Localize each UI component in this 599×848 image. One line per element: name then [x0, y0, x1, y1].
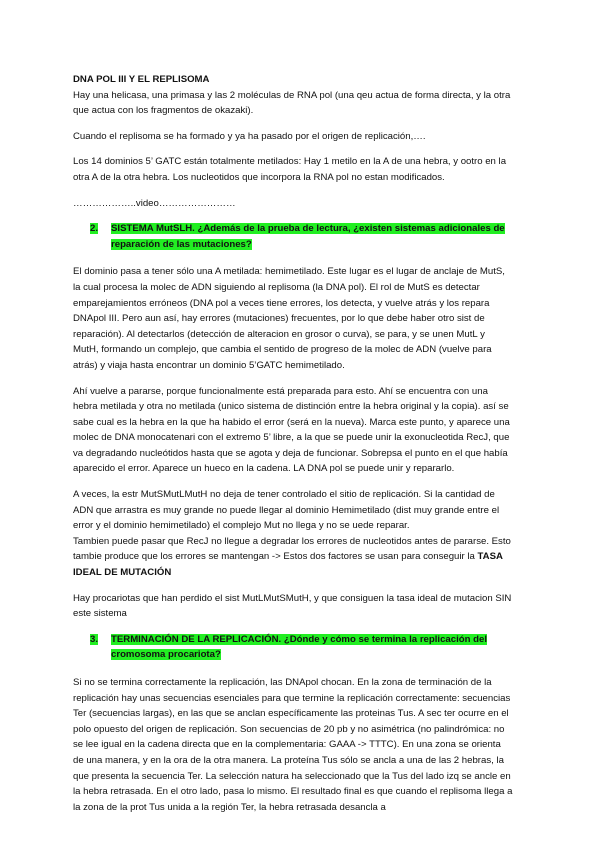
- section-3-heading: [73, 632, 513, 663]
- paragraph-recj: Ahí vuelve a pararse, porque funcionalmente está preparada para esto. Ahí se encuentra con una hebra metilada y otra no metilada (unico sistema de distinción entre la hebra original y la copia). así se sabe cual es la hebra en la que ha habido el error (será en la nueva). Marca este punto, y aparece una molec de DNA monocatenari con el extremo 5’ libre, a la que se puede unir la exonucleotida RecJ, que va degradando nucleótidos hasta que se agota y deja de funcionar. Sobrepsa el punto en el que había aparecido el error. Aparece un hueco en la cadena. LA DNA pol se puede unir y repararlo.: [73, 385, 510, 475]
- paragraph-mut-complejo: A veces, la estr MutSMutLMutH no deja de tener controlado el sitio de replicación. Si la cantidad de ADN que arrastra es muy grande no puede llegar al dominio Hemimetilado (dist muy grande entre el error y el dominio hemimetilado) el complejo Mut no llega y no se uede reparar.: [73, 489, 500, 532]
- paragraph-terminacion: Si no se termina correctamente la replicación, las DNApol chocan. En la zona de terminación de la replicación hay unas secuencias esenciales para que termine la replicación correctamente: secuencias Ter (secuencias largas), en las que se anclan específicamente las proteinas Tus. A sec ter ocurre en el polo opuesto del origen de replicación. Son secuencias de 20 pb y no asimétrica (no palindrómica: no se lee igual en la cadena directa que en la complementaria: GAAA -> TTTC). En una zona se orienta de una manera, y en la ora de la otra manera. La proteína Tus sólo se ancla a una de las 2 hebras, la que presenta la secuencia Ter. La selección natura ha seleccionado que la Tus del lado izq se ancle en la hebra retrasada. En el otro lado, pasa lo mismo. El resultado final es que cuando el replisoma llega a la zona de la prot Tus unida a la región Ter, la hebra retrasada desancla a: [73, 677, 513, 813]
- paragraph-helicasa: Hay una helicasa, una primasa y las 2 moléculas de RNA pol (una qeu actua de forma directa, y la otra que actua con los fragmentos de okazaki).: [73, 89, 511, 117]
- paragraph-replisoma-formado: Cuando el replisoma se ha formado y ya ha pasado por el origen de replicación,….: [73, 130, 426, 142]
- section-title: DNA POL III Y EL REPLISOMA: [73, 74, 210, 85]
- section-2-heading-text: SISTEMA MutSLH. ¿Además de la prueba de lectura, ¿existen sistemas adicionales de reparación de las mutaciones?: [111, 223, 505, 250]
- paragraph-mutsh-hemimetilado: El dominio pasa a tener sólo una A metilada: hemimetilado. Este lugar es el lugar de anclaje de MutS, la cual procesa la molec de ADN siguiendo al replisoma (la DNA pol). El rol de MutS es detectar emparejamientos erróneos (DNA pol a veces tiene errores, los detecta, y vuelve atrás y los repara DNApol III. Pero aun así, hay errores (mutaciones) frecuentes, por lo que debe haber otro sist de reparación). Al detectarlos (detección de alteracion en grosor o curva), se para, y se unen MutL y MutH, formando un complejo, que cambia el sentido de progreso de la molec de ADN (vuelve para atrás) y viaja hasta encontrar un dominio 5’GATC hemimetilado.: [73, 266, 505, 371]
- paragraph-dominios-gatc: Los 14 dominios 5’ GATC están totalmente metilados: Hay 1 metilo en la A de una hebra, y ootro en la otra A de la otra hebra. Los nucleotidos que incorpora la RNA pol no estan modificados.: [73, 156, 507, 183]
- paragraph-video: ………………..video……………………: [73, 197, 236, 209]
- section-3-number: 3.: [90, 633, 99, 645]
- section-3-heading-text: TERMINACIÓN DE LA REPLICACIÓN. ¿Dónde y cómo se termina la replicación del cromosoma procariota?: [111, 633, 487, 661]
- tasa-ideal-label: TASA IDEAL DE MUTACIÓN: [73, 551, 503, 579]
- paragraph-tasa-mutacion: Tambien puede pasar que RecJ no llegue a degradar los errores de nucleotidos antes de pararse. Esto tambie produce que los errores se mantengan -> Estos dos factores se usan para conseguir la TASA IDEAL DE MUTACIÓN: [73, 535, 511, 579]
- paragraph-procariotas: Hay procariotas que han perdido el sist MutLMutSMutH, y que consiguen la tasa ideal de mutacion SIN este sistema: [73, 592, 512, 620]
- section-2-number: 2.: [90, 223, 99, 235]
- section-2-heading: [73, 221, 513, 252]
